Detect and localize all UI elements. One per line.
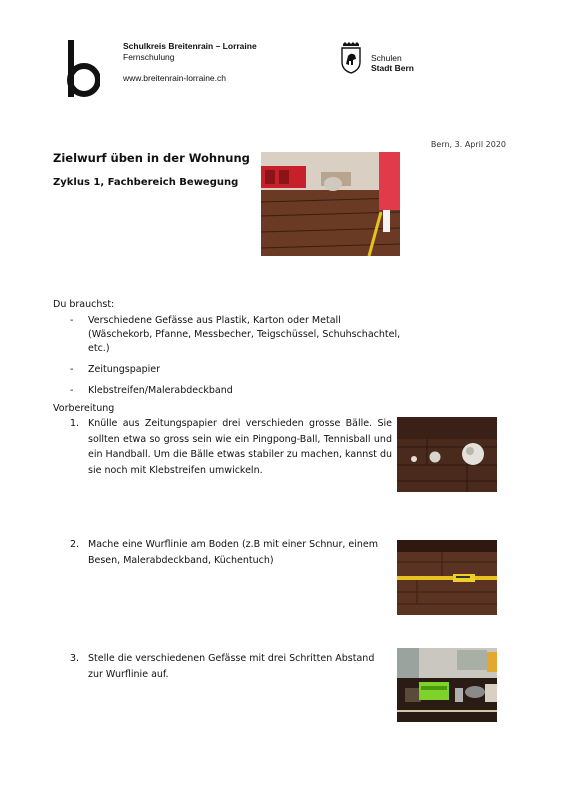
photo-child-throwing-drawing xyxy=(261,152,400,256)
list-item-text-2: (Wäschekorb, Pfanne, Messbecher, Teigschüssel, Schuhschachtel, etc.) xyxy=(88,329,401,354)
page-subtitle: Zyklus 1, Fachbereich Bewegung xyxy=(53,177,239,188)
photo-throwing-line-drawing xyxy=(397,540,497,615)
step-1 xyxy=(70,416,392,478)
page-title: Zielwurf üben in der Wohnung xyxy=(53,151,250,165)
list-marker: - xyxy=(70,385,74,396)
step-number: 1. xyxy=(70,418,80,429)
list-marker: - xyxy=(70,364,74,375)
preparation-heading: Vorbereitung xyxy=(53,403,115,414)
bern-schools-label xyxy=(371,53,414,73)
photo-throwing-line xyxy=(397,540,497,615)
step-number: 3. xyxy=(70,653,80,664)
photo-containers-setup-drawing xyxy=(397,648,497,722)
step-3 xyxy=(70,651,392,682)
document-date: Bern, 3. April 2020 xyxy=(430,140,506,149)
materials-heading: Du brauchst: xyxy=(53,299,115,310)
step-2 xyxy=(70,537,392,568)
step-text: Knülle aus Zeitungspapier drei verschieden grosse Bälle. Sie sollten etwa so gross sein wie ein Pingpong-Ball, Tennisball und ein Handball. Um die Bälle etwas stabiler zu machen, kannst du sie noch mit Klebstreifen umwickeln. xyxy=(88,418,392,476)
bern-coat-of-arms-icon xyxy=(340,42,362,74)
photo-containers-setup xyxy=(397,648,497,722)
list-item-text: Verschiedene Gefässe aus Plastik, Karton oder Metall xyxy=(88,315,341,326)
list-marker: - xyxy=(70,315,74,326)
list-item xyxy=(70,314,410,356)
breitenrain-lorraine-logo xyxy=(60,40,100,100)
photo-child-throwing xyxy=(261,152,400,256)
bern-line-2: Stadt Bern xyxy=(371,63,414,73)
bern-line-1: Schulen xyxy=(371,53,402,63)
org-name: Schulkreis Breitenrain – Lorraine xyxy=(123,41,257,51)
organization-block xyxy=(123,41,257,84)
list-item xyxy=(70,384,410,398)
list-item-text: Zeitungspapier xyxy=(88,364,161,375)
org-subtitle: Fernschulung xyxy=(123,52,175,62)
photo-paper-balls xyxy=(397,417,497,492)
list-item-text: Klebstreifen/Malerabdeckband xyxy=(88,385,233,396)
step-number: 2. xyxy=(70,539,80,550)
step-text: Stelle die verschiedenen Gefässe mit drei Schritten Abstand zur Wurflinie auf. xyxy=(88,653,375,680)
website-link[interactable]: www.breitenrain-lorraine.ch xyxy=(123,73,226,83)
step-text: Mache eine Wurflinie am Boden (z.B mit einer Schnur, einem Besen, Malerabdeckband, Küchentuch) xyxy=(88,539,378,566)
photo-paper-balls-drawing xyxy=(397,417,497,492)
list-item xyxy=(70,363,410,377)
materials-list xyxy=(70,314,410,405)
